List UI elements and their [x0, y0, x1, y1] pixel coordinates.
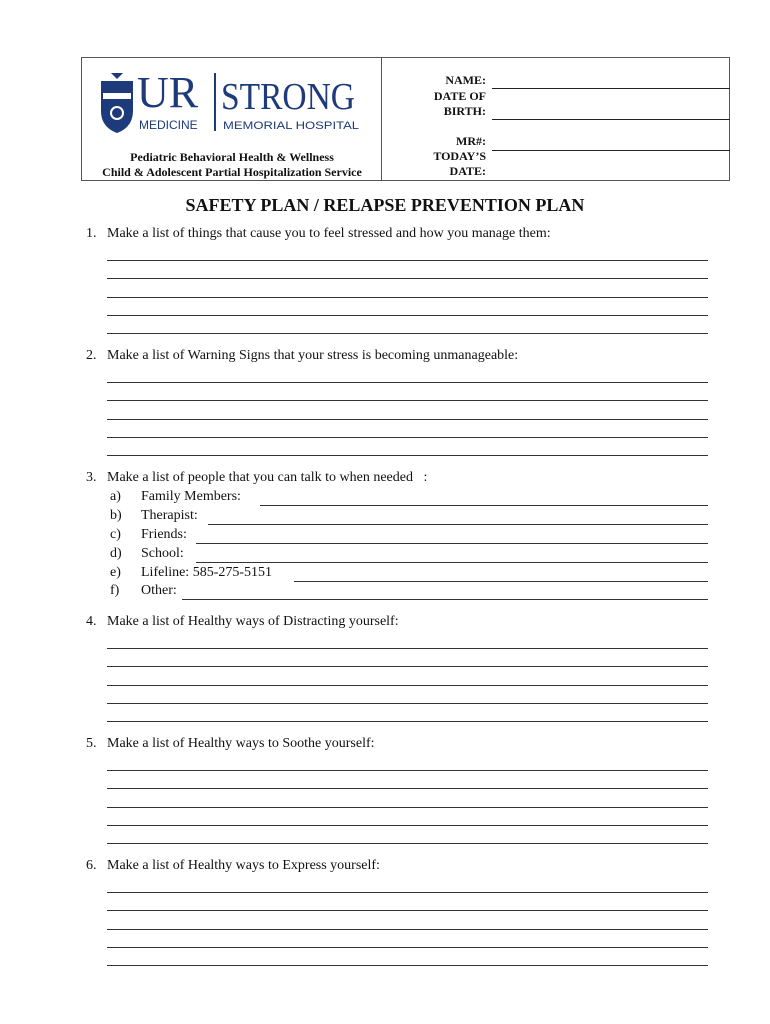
answer-line[interactable]	[107, 703, 708, 704]
contact-letter: e)	[110, 565, 121, 580]
mr-field[interactable]	[492, 150, 730, 151]
answer-line[interactable]	[107, 721, 708, 722]
answer-line[interactable]	[107, 666, 708, 667]
answer-line[interactable]	[107, 260, 708, 261]
answer-line[interactable]	[107, 648, 708, 649]
question-text: Make a list of people that you can talk to when needed :	[107, 470, 428, 485]
lifeline-field[interactable]	[294, 581, 708, 582]
question-number: 2.	[86, 348, 97, 363]
hospital-logo-text: MEMORIAL HOSPITAL	[223, 120, 359, 132]
question-text: Make a list of things that cause you to feel stressed and how you manage them:	[107, 226, 551, 241]
contact-letter: b)	[110, 508, 122, 523]
strong-logo-text: STRONG	[221, 76, 355, 118]
contact-letter: d)	[110, 546, 122, 561]
contact-label: Therapist:	[141, 508, 198, 523]
answer-line[interactable]	[107, 400, 708, 401]
friends-field[interactable]	[196, 543, 708, 544]
answer-line[interactable]	[107, 333, 708, 334]
contact-label: Family Members:	[141, 489, 241, 504]
question-text: Make a list of Warning Signs that your stress is becoming unmanageable:	[107, 348, 519, 363]
medicine-logo-text: MEDICINE	[139, 118, 198, 132]
contact-label: Friends:	[141, 527, 187, 542]
question-number: 1.	[86, 226, 97, 241]
dob-label-line1: DATE OF	[433, 89, 486, 103]
question-6	[86, 858, 380, 874]
service-name: Child & Adolescent Partial Hospitalization Service	[102, 165, 362, 179]
question-text: Make a list of Healthy ways to Soothe yourself:	[107, 736, 375, 751]
answer-line[interactable]	[107, 788, 708, 789]
answer-line[interactable]	[107, 419, 708, 420]
therapist-field[interactable]	[208, 524, 708, 525]
ur-strong-logo	[99, 71, 364, 135]
contact-label: School:	[141, 546, 184, 561]
contact-letter: c)	[110, 527, 121, 542]
answer-line[interactable]	[107, 807, 708, 808]
dob-label-line2: BIRTH:	[443, 104, 486, 118]
answer-line[interactable]	[107, 437, 708, 438]
contact-letter: a)	[110, 489, 121, 504]
question-2	[86, 348, 518, 364]
mr-label: MR#:	[456, 134, 486, 148]
answer-line[interactable]	[107, 965, 708, 966]
department-name: Pediatric Behavioral Health & Wellness	[130, 150, 334, 164]
page-title: SAFETY PLAN / RELAPSE PREVENTION PLAN	[185, 195, 585, 215]
shield-icon	[101, 73, 133, 133]
answer-line[interactable]	[107, 910, 708, 911]
question-text: Make a list of Healthy ways to Express yourself:	[107, 858, 380, 873]
answer-line[interactable]	[107, 382, 708, 383]
contact-label: Other:	[141, 583, 177, 598]
name-field[interactable]	[492, 88, 730, 89]
answer-line[interactable]	[107, 685, 708, 686]
question-5	[86, 736, 375, 752]
question-number: 3.	[86, 470, 97, 485]
answer-line[interactable]	[107, 843, 708, 844]
question-3	[86, 470, 427, 486]
question-text: Make a list of Healthy ways of Distracting yourself:	[107, 614, 399, 629]
question-number: 6.	[86, 858, 97, 873]
contact-letter: f)	[110, 583, 120, 598]
dob-field[interactable]	[492, 119, 730, 120]
school-field[interactable]	[196, 562, 708, 563]
other-field[interactable]	[182, 599, 708, 600]
question-number: 5.	[86, 736, 97, 751]
answer-line[interactable]	[107, 947, 708, 948]
answer-line[interactable]	[107, 892, 708, 893]
answer-line[interactable]	[107, 278, 708, 279]
date-label-line2: DATE:	[449, 164, 486, 178]
answer-line[interactable]	[107, 929, 708, 930]
date-label-line1: TODAY’S	[433, 149, 486, 163]
question-1	[86, 226, 551, 242]
answer-line[interactable]	[107, 770, 708, 771]
contact-label: Lifeline: 585-275-5151	[141, 565, 273, 580]
ur-logo-text: UR	[137, 71, 199, 117]
answer-line[interactable]	[107, 455, 708, 456]
question-number: 4.	[86, 614, 97, 629]
family-members-field[interactable]	[260, 505, 708, 506]
answer-line[interactable]	[107, 315, 708, 316]
answer-line[interactable]	[107, 297, 708, 298]
name-label: NAME:	[445, 73, 486, 87]
answer-line[interactable]	[107, 825, 708, 826]
question-4	[86, 614, 399, 630]
